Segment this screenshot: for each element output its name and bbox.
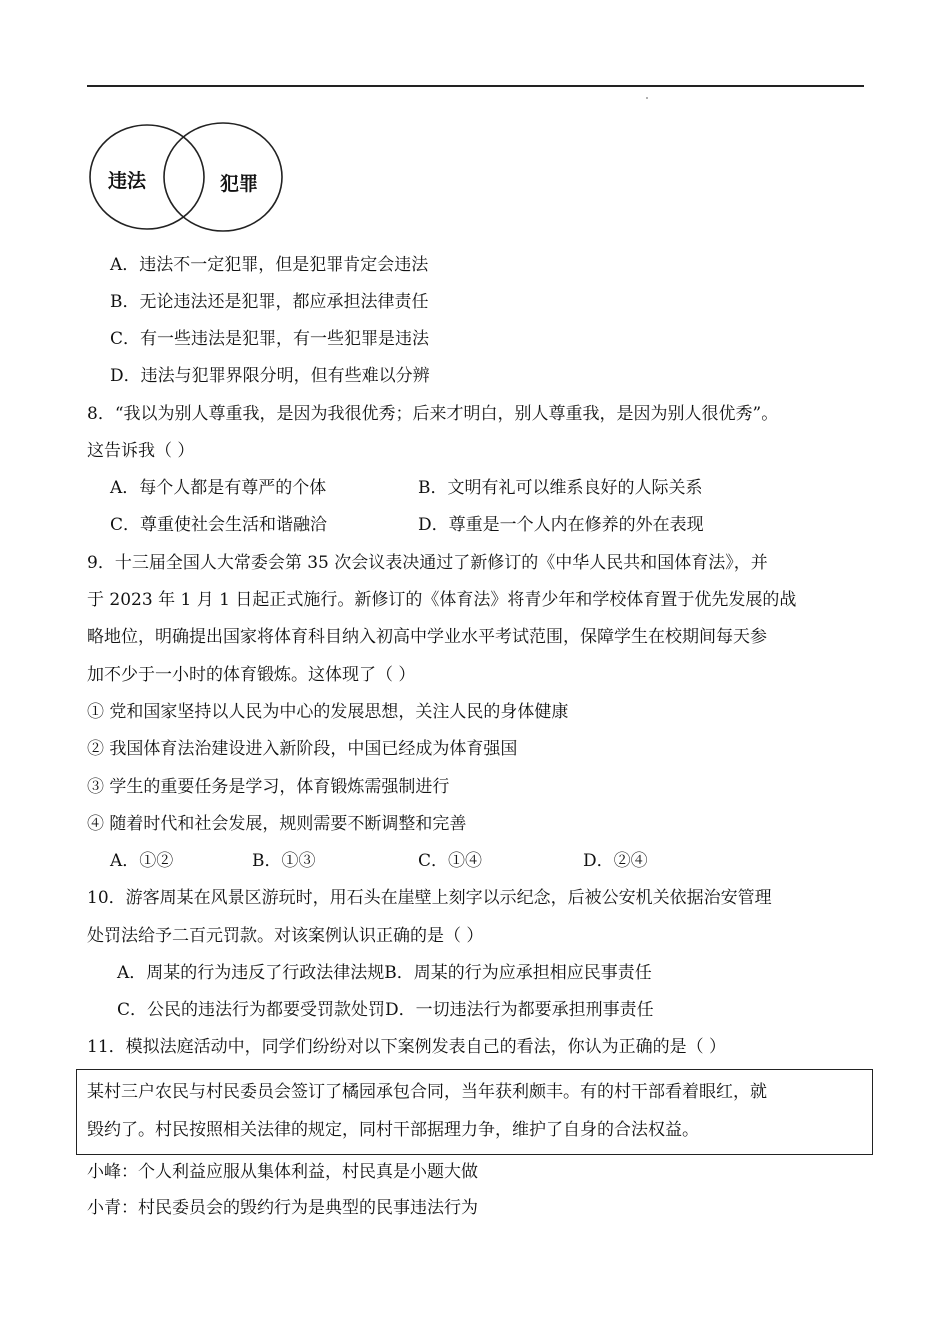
q8-option-b: B．文明有礼可以维系良好的人际关系 [418,478,703,498]
q11-stem: 11．模拟法庭活动中，同学们纷纷对以下案例发表自己的看法，你认为正确的是（ ） [87,1037,727,1057]
q8-stem-line1: 8．“我以为别人尊重我，是因为我很优秀；后来才明白，别人尊重我，是因为别人很优秀”。 [87,404,779,424]
q9-option-a: A．①② [110,851,174,871]
q10-options-cd: C．公民的违法行为都要受罚款处罚D．一切违法行为都要承担刑事责任 [117,1000,654,1020]
q9-stem-line1: 9．十三届全国人大常委会第 35 次会议表决通过了新修订的《中华人民共和国体育法》，并 [87,553,768,573]
q8-option-d: D．尊重是一个人内在修养的外在表现 [418,515,704,535]
q9-item-3: ③ 学生的重要任务是学习，体育锻炼需强制进行 [87,777,450,797]
q9-stem-line3: 略地位，明确提出国家将体育科目纳入初高中学业水平考试范围，保障学生在校期间每天参 [87,627,767,647]
q7-option-c: C．有一些违法是犯罪，有一些犯罪是违法 [110,329,430,349]
q10-options-ab: A．周某的行为违反了行政法律法规B．周某的行为应承担相应民事责任 [117,963,652,983]
q9-option-d: D．②④ [583,851,648,871]
venn-label-right: 犯罪 [220,173,259,195]
q9-stem-line2: 于 2023 年 1 月 1 日起正式施行。新修订的《体育法》将青少年和学校体育置于优先发展的战 [87,590,797,610]
q7-option-a: A．违法不一定犯罪，但是犯罪肯定会违法 [110,255,429,275]
q9-item-1: ① 党和国家坚持以人民为中心的发展思想，关注人民的身体健康 [87,702,569,722]
q10-stem-line2: 处罚法给予二百元罚款。对该案例认识正确的是（ ） [87,926,484,946]
q9-stem-line4: 加不少于一小时的体育锻炼。这体现了（ ） [87,665,416,685]
q8-option-c: C．尊重使社会生活和谐融洽 [110,515,328,535]
q10-stem-line1: 10．游客周某在风景区游玩时，用石头在崖壁上刻字以示纪念，后被公安机关依据治安管理 [87,888,772,908]
q11-case-line1: 某村三户农民与村民委员会签订了橘园承包合同，当年获利颇丰。有的村干部看着眼红，就 [87,1082,767,1102]
dot-mark [646,97,648,99]
q9-item-2: ② 我国体育法治建设进入新阶段，中国已经成为体育强国 [87,739,518,759]
venn-diagram [86,121,286,233]
venn-label-left: 违法 [108,170,147,192]
header-rule [87,85,864,87]
q7-option-d: D．违法与犯罪界限分明，但有些难以分辨 [110,366,430,386]
q11-opinion-2: 小青：村民委员会的毁约行为是典型的民事违法行为 [87,1198,478,1218]
q7-option-b: B．无论违法还是犯罪，都应承担法律责任 [110,292,429,312]
q9-option-b: B．①③ [252,851,316,871]
q8-stem-line2: 这告诉我（ ） [87,441,195,461]
q8-option-a: A．每个人都是有尊严的个体 [110,478,327,498]
q9-option-c: C．①④ [418,851,483,871]
q11-case-line2: 毁约了。村民按照相关法律的规定，同村干部据理力争，维护了自身的合法权益。 [87,1120,699,1140]
q11-opinion-1: 小峰：个人利益应服从集体利益，村民真是小题大做 [87,1162,478,1182]
q9-item-4: ④ 随着时代和社会发展，规则需要不断调整和完善 [87,814,467,834]
